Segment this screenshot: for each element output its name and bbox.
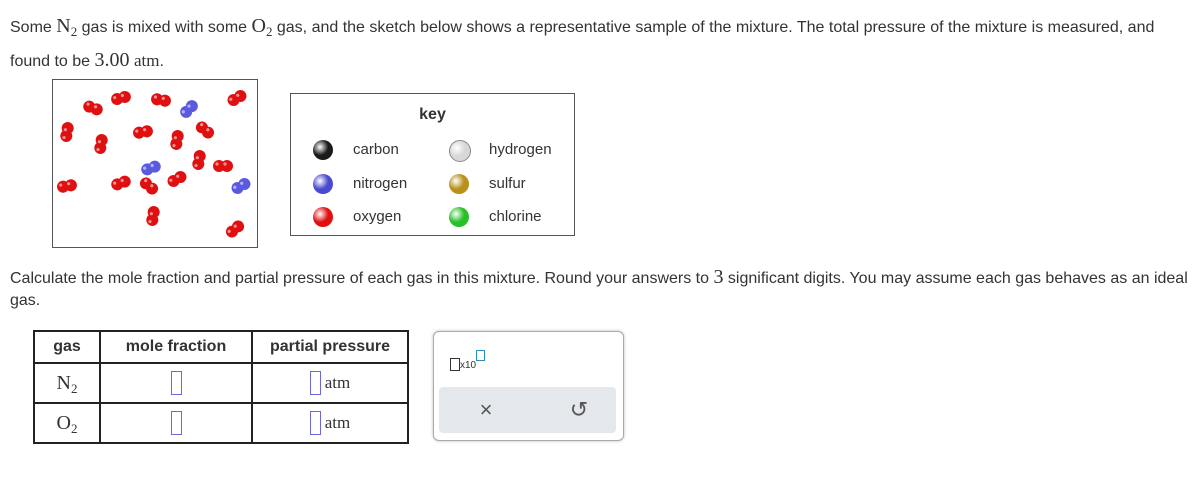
question-intro: Some $N_2$ gas is mixed with some $O_2$ gas, and the sketch below shows a representative sample of the mixture. The total pressure of the mixture is measured, and found to be 3.00 atm. bbox=[10, 15, 1155, 71]
x10-label: x10 bbox=[460, 360, 477, 371]
n2-molecule bbox=[178, 98, 201, 121]
o2-molecule bbox=[223, 218, 246, 240]
o2-formula: $O_2$ bbox=[251, 15, 273, 39]
intro-text-1: Some bbox=[10, 19, 57, 36]
carbon-atom-icon bbox=[313, 140, 333, 160]
question-instruction: Calculate the mole fraction and partial pressure of each gas in this mixture. Round your answers to 3 significant digits. You may assume each gas behaves as an ideal gas. bbox=[10, 266, 1188, 309]
close-icon: × bbox=[479, 397, 493, 422]
key-item-oxygen: oxygen bbox=[313, 207, 333, 227]
o2-molecule bbox=[59, 121, 74, 143]
o2-molecule bbox=[165, 169, 188, 189]
mole-fraction-cell bbox=[100, 403, 252, 443]
mole-fraction-input-n2[interactable] bbox=[171, 371, 182, 395]
partial-pressure-cell bbox=[252, 363, 408, 403]
o2-molecule bbox=[150, 92, 172, 107]
undo-icon: ↺ bbox=[569, 397, 589, 422]
clear-button[interactable] bbox=[473, 397, 499, 423]
hydrogen-atom-icon bbox=[449, 140, 471, 162]
partial-pressure-cell bbox=[252, 403, 408, 443]
intro-text-2: gas is mixed with some bbox=[77, 19, 252, 36]
intro-text-3: gas, and the sketch below shows a representative sample of the mixture. The total pressure of the mixture is measured, and found to be bbox=[10, 19, 1155, 70]
header-mole-fraction: mole fraction bbox=[100, 331, 252, 363]
total-pressure-unit: atm bbox=[133, 51, 160, 70]
tool-action-bar bbox=[439, 387, 616, 433]
table-row-o2 bbox=[34, 403, 408, 443]
header-partial-pressure: partial pressure bbox=[252, 331, 408, 363]
o2-molecule bbox=[93, 133, 108, 155]
oxygen-atom-icon bbox=[313, 207, 333, 227]
math-tool-panel bbox=[433, 331, 624, 441]
o2-molecule bbox=[169, 129, 184, 151]
mantissa-box-icon bbox=[450, 358, 460, 371]
gas-cell-o2: $O_2$ bbox=[34, 403, 100, 443]
header-gas: gas bbox=[34, 331, 100, 363]
key-title: key bbox=[419, 106, 446, 123]
o2-molecule bbox=[132, 124, 154, 139]
key-item-chlorine: chlorine bbox=[449, 207, 469, 227]
sig-digits-value: 3 bbox=[713, 266, 724, 288]
o2-molecule bbox=[137, 175, 160, 197]
o2-molecule bbox=[82, 99, 105, 117]
o2-molecule bbox=[56, 178, 78, 193]
o2-molecule bbox=[191, 149, 206, 171]
n2-molecule bbox=[229, 176, 252, 196]
atom-highlight bbox=[223, 162, 226, 165]
unit-label: atm bbox=[324, 413, 351, 432]
o2-molecule bbox=[110, 90, 132, 107]
total-pressure-value: 3.00 bbox=[94, 49, 130, 71]
o2-molecule bbox=[213, 160, 233, 172]
gas-cell-n2: $N_2$ bbox=[34, 363, 100, 403]
key-item-hydrogen: hydrogen bbox=[449, 140, 471, 162]
atom-highlight bbox=[215, 162, 218, 165]
key-item-nitrogen: nitrogen bbox=[313, 174, 333, 194]
o2-molecule bbox=[145, 205, 160, 227]
o2-molecule bbox=[193, 119, 216, 141]
partial-pressure-input-n2[interactable] bbox=[310, 371, 321, 395]
n2-molecule bbox=[140, 159, 163, 177]
key-item-sulfur: sulfur bbox=[449, 174, 469, 194]
n2-formula: $N_2$ bbox=[56, 15, 78, 39]
unit-label: atm bbox=[324, 373, 351, 392]
table-row-n2 bbox=[34, 363, 408, 403]
scientific-notation-button[interactable] bbox=[450, 350, 490, 374]
molecules-diagram bbox=[53, 80, 257, 247]
undo-button[interactable] bbox=[566, 397, 592, 423]
o2-molecule bbox=[225, 88, 248, 108]
partial-pressure-input-o2[interactable] bbox=[310, 411, 321, 435]
oxygen-atom bbox=[221, 160, 233, 172]
nitrogen-atom-icon bbox=[313, 174, 333, 194]
o2-molecule bbox=[110, 174, 133, 192]
mixture-sample-sketch bbox=[52, 79, 258, 248]
element-key bbox=[290, 93, 575, 236]
key-item-carbon: carbon bbox=[313, 140, 333, 160]
answer-table bbox=[33, 330, 409, 444]
mole-fraction-cell bbox=[100, 363, 252, 403]
sulfur-atom-icon bbox=[449, 174, 469, 194]
exponent-box-icon bbox=[476, 350, 485, 361]
mole-fraction-input-o2[interactable] bbox=[171, 411, 182, 435]
chlorine-atom-icon bbox=[449, 207, 469, 227]
